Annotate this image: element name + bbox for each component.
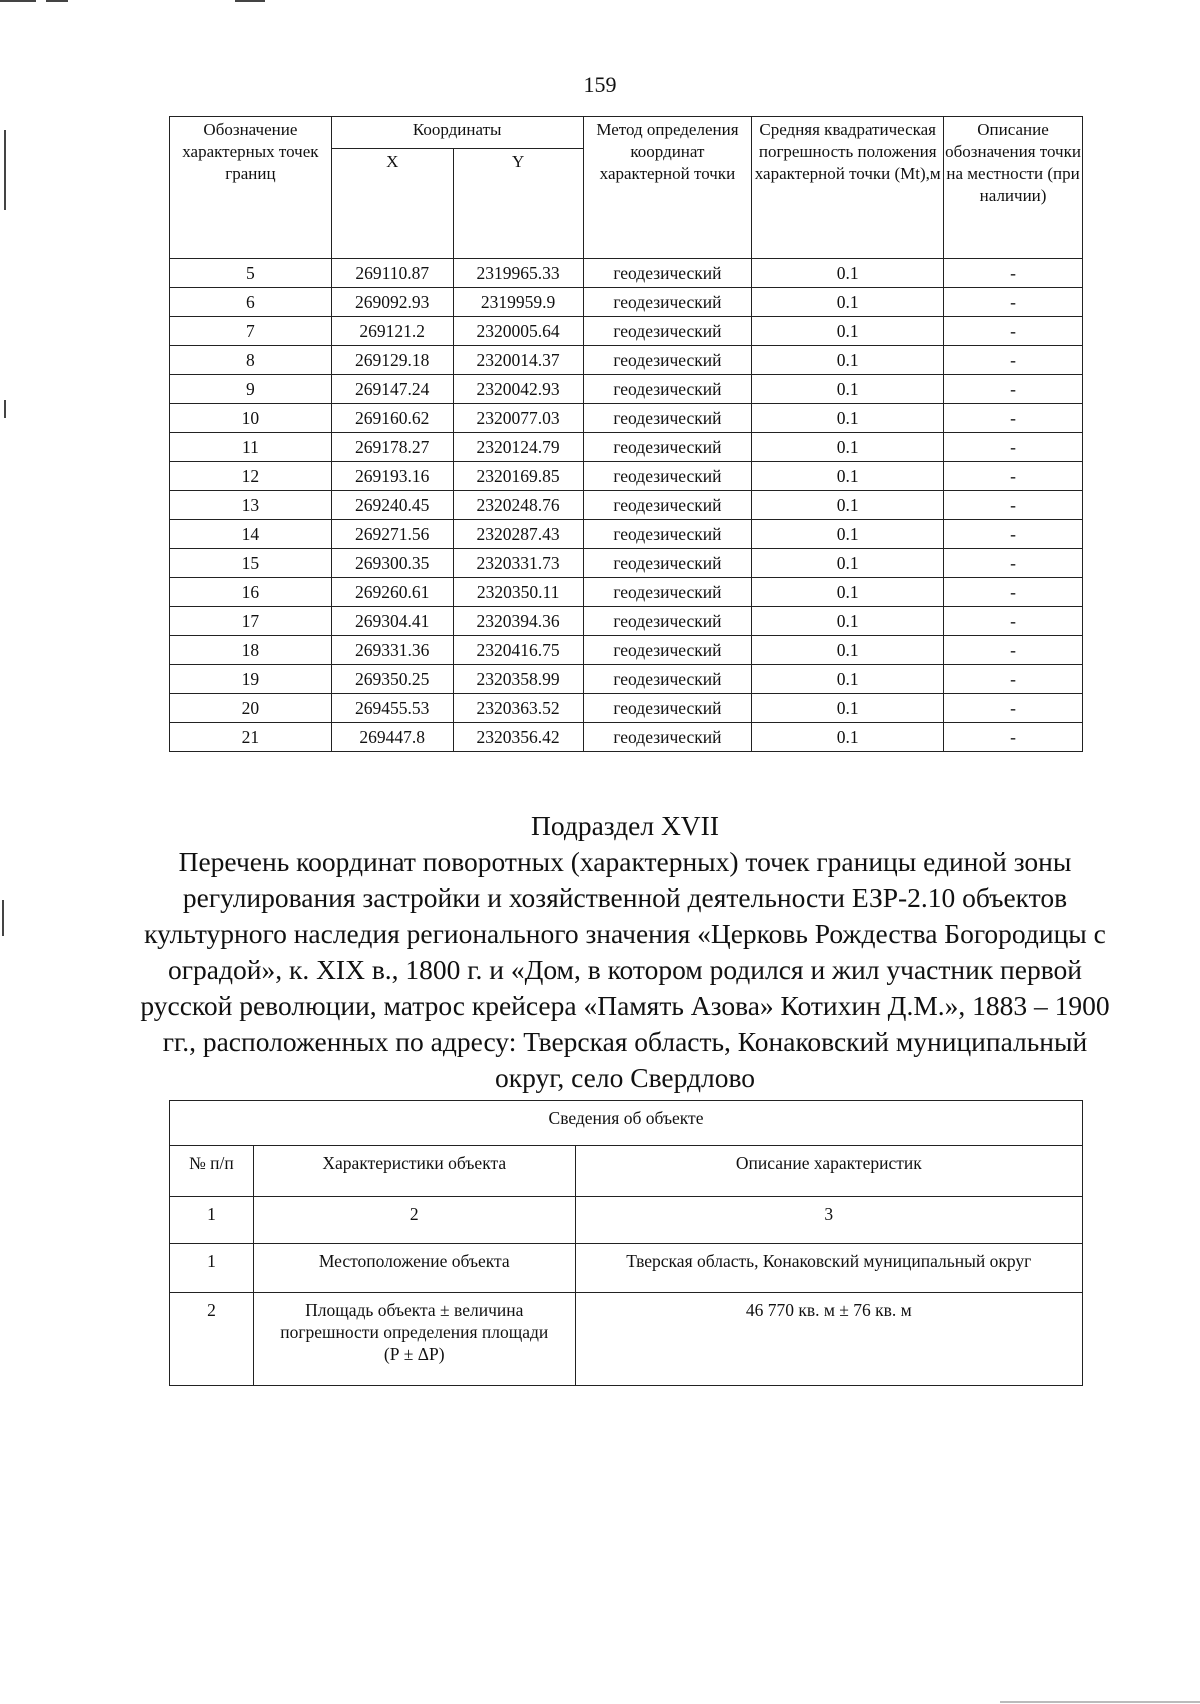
error-cell: 0.1 [752,462,944,491]
point-number-cell: 21 [170,723,332,752]
y-coordinate-cell: 2320331.73 [453,549,583,578]
description-cell: - [944,549,1083,578]
y-coordinate-cell: 2320358.99 [453,665,583,694]
point-number-cell: 14 [170,520,332,549]
y-coordinate-cell: 2320356.42 [453,723,583,752]
x-coordinate-cell: 269178.27 [331,433,453,462]
description-cell: - [944,375,1083,404]
point-number-cell: 18 [170,636,332,665]
error-cell: 0.1 [752,520,944,549]
description-cell: - [944,317,1083,346]
coordinates-table [169,116,1083,752]
column-number-3: 3 [575,1197,1082,1244]
method-cell: геодезический [583,317,752,346]
method-cell: геодезический [583,404,752,433]
table-row [170,375,1083,404]
error-cell: 0.1 [752,607,944,636]
point-number-cell: 9 [170,375,332,404]
x-coordinate-cell: 269455.53 [331,694,453,723]
error-cell: 0.1 [752,578,944,607]
description-cell: - [944,694,1083,723]
description-cell: - [944,607,1083,636]
scan-artifact [2,900,4,936]
description-cell: - [944,520,1083,549]
x-coordinate-cell: 269147.24 [331,375,453,404]
error-cell: 0.1 [752,665,944,694]
header-x: X [331,149,453,259]
table-row [170,259,1083,288]
coordinates-table-body [170,259,1083,752]
error-cell: 0.1 [752,723,944,752]
table-row [170,346,1083,375]
method-cell: геодезический [583,462,752,491]
table-row [170,636,1083,665]
x-coordinate-cell: 269260.61 [331,578,453,607]
row-area-value: 46 770 кв. м ± 76 кв. м [575,1293,1082,1386]
description-cell: - [944,462,1083,491]
error-cell: 0.1 [752,404,944,433]
point-number-cell: 10 [170,404,332,433]
method-cell: геодезический [583,723,752,752]
table-row [170,491,1083,520]
page-number: 159 [583,72,617,97]
method-cell: геодезический [583,578,752,607]
y-coordinate-cell: 2320042.93 [453,375,583,404]
scan-artifact [235,0,265,2]
y-coordinate-cell: 2320350.11 [453,578,583,607]
column-number-1: 1 [170,1197,254,1244]
x-coordinate-cell: 269271.56 [331,520,453,549]
table-row [170,433,1083,462]
point-number-cell: 6 [170,288,332,317]
x-coordinate-cell: 269240.45 [331,491,453,520]
x-coordinate-cell: 269350.25 [331,665,453,694]
table-row [170,665,1083,694]
x-coordinate-cell: 269121.2 [331,317,453,346]
header-error: Средняя квадратическая погрешность положения характерной точки (Mt),м [752,117,944,259]
description-cell: - [944,636,1083,665]
object-table-title: Сведения об объекте [170,1101,1083,1146]
point-number-cell: 7 [170,317,332,346]
x-coordinate-cell: 269129.18 [331,346,453,375]
table-row [170,578,1083,607]
point-number-cell: 16 [170,578,332,607]
table-row [170,404,1083,433]
error-cell: 0.1 [752,433,944,462]
x-coordinate-cell: 269160.62 [331,404,453,433]
method-cell: геодезический [583,549,752,578]
description-cell: - [944,665,1083,694]
description-cell: - [944,723,1083,752]
method-cell: геодезический [583,259,752,288]
row-area-name: Площадь объекта ± величина погрешности определения площади (Р ± ΔР) [253,1293,575,1386]
method-cell: геодезический [583,520,752,549]
section-title: Подраздел XVII [531,810,719,841]
y-coordinate-cell: 2320248.76 [453,491,583,520]
y-coordinate-cell: 2320416.75 [453,636,583,665]
table-row [170,520,1083,549]
y-coordinate-cell: 2320394.36 [453,607,583,636]
y-coordinate-cell: 2320169.85 [453,462,583,491]
y-coordinate-cell: 2320014.37 [453,346,583,375]
y-coordinate-cell: 2320077.03 [453,404,583,433]
scan-artifact [46,0,68,2]
description-cell: - [944,259,1083,288]
description-cell: - [944,404,1083,433]
point-number-cell: 8 [170,346,332,375]
x-coordinate-cell: 269331.36 [331,636,453,665]
table-row [170,694,1083,723]
y-coordinate-cell: 2319959.9 [453,288,583,317]
section-body: Перечень координат поворотных (характерных) точек границы единой зоны регулирования застройки и хозяйственной деятельности ЕЗР-2.10 объектов культурного наследия регионального значения «Церковь Рождества Богородицы с оградой», к. XIX в., 1800 г. и «Дом, в котором родился и жил участник первой русской революции, матрос крейсера «Память Азова» Котихин Д.М.», 1883 – 1900 гг., расположенных по адресу: Тверская область, Конаковский муниципальный округ, село Свердлово [140,846,1110,1093]
description-cell: - [944,346,1083,375]
error-cell: 0.1 [752,288,944,317]
scan-artifact [1000,1701,1200,1703]
row-location-value: Тверская область, Конаковский муниципальный округ [575,1244,1082,1293]
header-coordinates: Координаты [331,117,583,149]
point-number-cell: 19 [170,665,332,694]
y-coordinate-cell: 2319965.33 [453,259,583,288]
header-description: Описание обозначения точки на местности (при наличии) [944,117,1083,259]
y-coordinate-cell: 2320363.52 [453,694,583,723]
table-row [170,317,1083,346]
x-coordinate-cell: 269110.87 [331,259,453,288]
error-cell: 0.1 [752,346,944,375]
header-point: Обозначение характерных точек границ [170,117,332,259]
description-cell: - [944,433,1083,462]
table-row [170,723,1083,752]
error-cell: 0.1 [752,491,944,520]
row-area-number: 2 [170,1293,254,1386]
x-coordinate-cell: 269447.8 [331,723,453,752]
y-coordinate-cell: 2320287.43 [453,520,583,549]
header-characteristics-description: Описание характеристик [575,1146,1082,1197]
method-cell: геодезический [583,433,752,462]
scan-artifact [4,130,6,210]
error-cell: 0.1 [752,317,944,346]
method-cell: геодезический [583,665,752,694]
point-number-cell: 20 [170,694,332,723]
point-number-cell: 15 [170,549,332,578]
method-cell: геодезический [583,694,752,723]
error-cell: 0.1 [752,375,944,404]
row-location-name: Местоположение объекта [253,1244,575,1293]
y-coordinate-cell: 2320005.64 [453,317,583,346]
header-method: Метод определения координат характерной точки [583,117,752,259]
point-number-cell: 17 [170,607,332,636]
description-cell: - [944,578,1083,607]
section-heading [140,808,1110,1096]
method-cell: геодезический [583,491,752,520]
scan-artifact [0,0,36,2]
method-cell: геодезический [583,375,752,404]
x-coordinate-cell: 269304.41 [331,607,453,636]
object-info-table [169,1100,1083,1386]
error-cell: 0.1 [752,259,944,288]
description-cell: - [944,288,1083,317]
x-coordinate-cell: 269193.16 [331,462,453,491]
point-number-cell: 12 [170,462,332,491]
scan-artifact [4,400,6,418]
error-cell: 0.1 [752,694,944,723]
header-characteristics: Характеристики объекта [253,1146,575,1197]
table-row [170,549,1083,578]
header-number: № п/п [170,1146,254,1197]
point-number-cell: 5 [170,259,332,288]
error-cell: 0.1 [752,549,944,578]
method-cell: геодезический [583,607,752,636]
point-number-cell: 11 [170,433,332,462]
x-coordinate-cell: 269300.35 [331,549,453,578]
point-number-cell: 13 [170,491,332,520]
description-cell: - [944,491,1083,520]
x-coordinate-cell: 269092.93 [331,288,453,317]
column-number-2: 2 [253,1197,575,1244]
header-y: Y [453,149,583,259]
method-cell: геодезический [583,636,752,665]
table-row [170,462,1083,491]
method-cell: геодезический [583,346,752,375]
table-row [170,288,1083,317]
method-cell: геодезический [583,288,752,317]
error-cell: 0.1 [752,636,944,665]
table-row [170,607,1083,636]
row-location-number: 1 [170,1244,254,1293]
y-coordinate-cell: 2320124.79 [453,433,583,462]
